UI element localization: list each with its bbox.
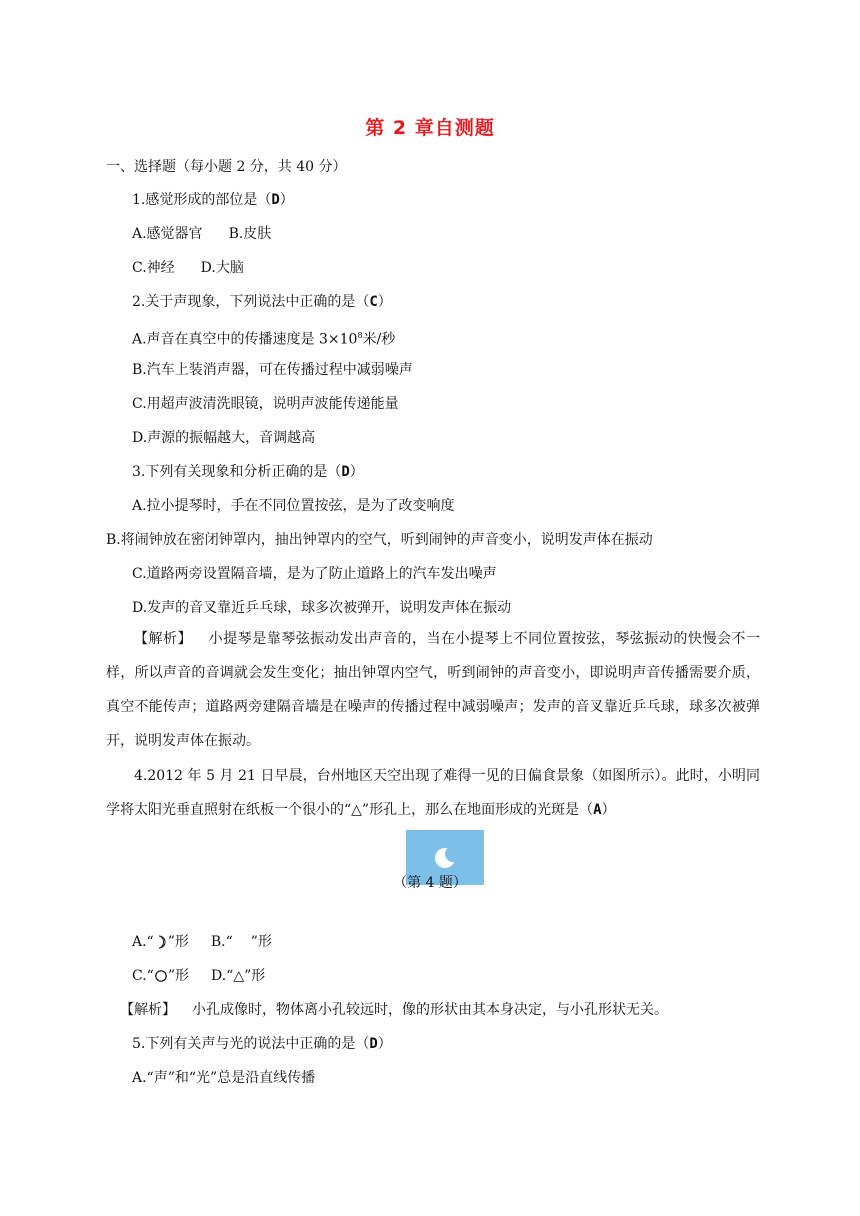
q2-option-c: C.用超声波清洗眼镜，说明声波能传递能量 (132, 396, 399, 412)
question-1-text: 1.感觉形成的部位是（ (132, 192, 272, 208)
question-1-close: ） (279, 192, 294, 208)
q4-option-b-open: B.“ (210, 934, 233, 950)
q3-option-d: D.发声的音叉靠近乒乓球，球多次被弹开，说明发声体在振动 (132, 600, 512, 616)
triangle-icon: △ (233, 968, 245, 984)
crescent-icon (154, 935, 168, 949)
q4-option-c-open: C.“ (132, 968, 154, 984)
q1-option-b: B.皮肤 (228, 226, 272, 242)
q3-option-a: A.拉小提琴时，手在不同位置按弦，是为了改变响度 (132, 498, 455, 514)
q3-analysis-tag: 【解析】 (134, 631, 193, 647)
q1-option-c: C.神经 (132, 260, 175, 276)
q2-option-b: B.汽车上装消声器，可在传播过程中减弱噪声 (132, 362, 413, 378)
question-4-stem (106, 759, 760, 827)
circle-icon (154, 969, 168, 983)
q4-analysis-text: 小孔成像时，物体离小孔较远时，像的形状由其本身决定，与小孔形状无关。 (192, 1002, 668, 1018)
question-2-answer: C (369, 294, 378, 310)
question-5-text: 5.下列有关声与光的说法中正确的是（ (132, 1036, 370, 1052)
q4-option-c-close: ”形 (167, 968, 189, 984)
q2-option-a-text: A.声音在真空中的传播速度是 3×10 (132, 331, 358, 348)
question-3-close: ） (349, 464, 364, 480)
q2-option-d: D.声源的振幅越大，音调越高 (132, 430, 316, 446)
q3-analysis (106, 622, 760, 758)
q4-analysis-tag: 【解析】 (120, 1002, 176, 1018)
q4-analysis (120, 1000, 668, 1020)
q4-option-b-close: ”形 (250, 934, 272, 950)
q4-option-a-open: A.“ (132, 934, 154, 950)
section-heading: 一、选择题（每小题 2 分，共 40 分） (106, 159, 347, 175)
question-4-close: ） (601, 802, 616, 818)
q4-option-a (132, 934, 189, 950)
q2-option-a (132, 326, 395, 350)
figure-caption: （第 4 题） (393, 875, 467, 891)
q4-options-cd (132, 966, 265, 986)
q3-option-b: B.将闹钟放在密闭钟罩内，抽出钟罩内的空气，听到闹钟的声音变小，说明发声体在振动 (106, 532, 653, 548)
question-4-answer: A (593, 802, 602, 818)
q3-analysis-text: 小提琴是靠琴弦振动发出声音的，当在小提琴上不同位置按弦，琴弦振动的快慢会不一样，所以声音的音调就会发生变化；抽出钟罩内空气，听到闹钟的声音变小，即说明声音传播需要介质，真空不能传声；道路两旁建隔音墙是在噪声的传播过程中减弱噪声；发声的音叉靠近乒乓球，球多次被弹开，说明发声体在振动。 (106, 631, 761, 749)
question-3-answer: D (341, 464, 350, 480)
q4-option-c (132, 968, 189, 984)
question-1-stem (132, 190, 294, 210)
q4-option-b (211, 934, 272, 950)
question-4-text: 4.2012 年 5 月 21 日早晨，台州地区天空出现了难得一见的日偏食景象（如图所示）。此时，小明同学将太阳光垂直照射在纸板一个很小的“△”形孔上，那么在地面形成的光斑是（ (106, 768, 760, 818)
question-2-stem (132, 292, 392, 312)
q4-option-d (211, 968, 265, 984)
question-5-close: ） (377, 1036, 392, 1052)
question-2-text: 2.关于声现象，下列说法中正确的是（ (132, 294, 370, 310)
q4-option-a-close: ”形 (167, 934, 189, 950)
q1-option-d: D.大脑 (200, 260, 244, 276)
q4-option-d-close: ”形 (244, 968, 266, 984)
q4-option-d-open: D.“ (211, 968, 234, 984)
q4-options-ab (132, 932, 272, 952)
question-3-text: 3.下列有关现象和分析正确的是（ (132, 464, 342, 480)
question-3-stem (132, 462, 364, 482)
q3-option-c: C.道路两旁设置隔音墙，是为了防止道路上的汽车发出噪声 (132, 566, 497, 582)
question-1-answer: D (271, 192, 280, 208)
question-2-close: ） (377, 294, 392, 310)
question-5-answer: D (369, 1036, 378, 1052)
question-5-stem (132, 1034, 392, 1054)
q2-option-a-exponent: 8 (357, 331, 363, 340)
q5-option-a: A.“声”和“光”总是沿直线传播 (132, 1070, 316, 1086)
page-title: 第 2 章自测题 (365, 117, 495, 139)
q2-option-a-unit: 米/秒 (362, 331, 396, 348)
question-1-options-cd (132, 258, 244, 278)
question-1-options-ab (132, 224, 271, 244)
q1-option-a: A.感觉器官 (132, 226, 203, 242)
